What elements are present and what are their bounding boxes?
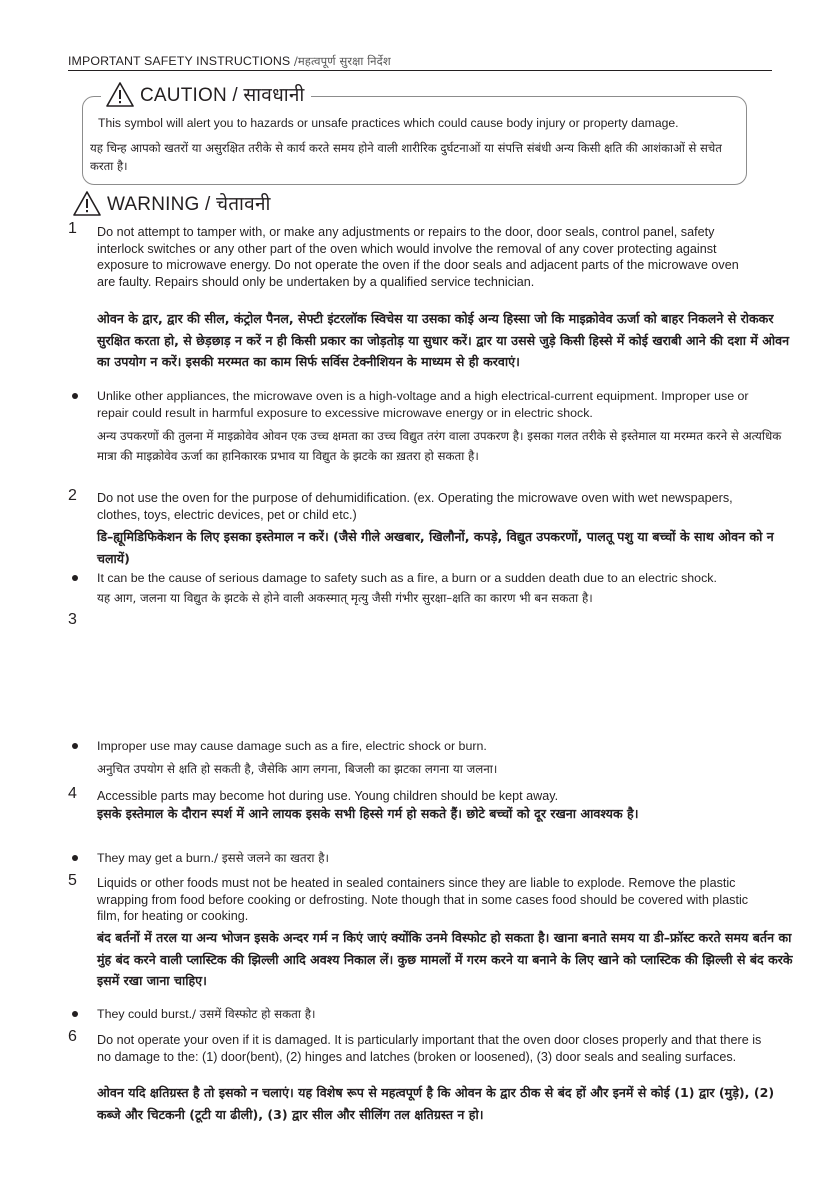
- bullet-icon: [72, 743, 78, 749]
- item-6-text-hi: ओवन यदि क्षतिग्रस्त है तो इसको न चलाएं। यह विशेष रूप से महत्वपूर्ण है कि ओवन के द्वार ठीक से बंद हों और इनमें से कोई (1) द्वार (मुड़े), (2) कब्जे और चिटकनी (टूटी या ढीली), (3) द्वार सील और सीलिंग तल क्षतिग्रस्त न हो।: [97, 1085, 775, 1122]
- header-title-en: IMPORTANT SAFETY INSTRUCTIONS: [68, 54, 291, 68]
- bullet-2-text-en: It can be the cause of serious damage to safety such as a fire, a burn or a sudden death due to an electric shock.: [97, 571, 717, 585]
- item-2-text-hi: डि–ह्यूमिडिफिकेशन के लिए इसका इस्तेमाल न करें। (जैसे गीले अखबार, खिलौनों, कपड़े, विद्युत उपकरणों, पालतू पशु या बच्चों के साथ ओवन को न चलायें): [97, 529, 774, 566]
- header-title: [68, 54, 391, 69]
- caution-title: CAUTION / सावधानी: [140, 85, 305, 106]
- bullet-icon: [72, 575, 78, 581]
- item-5-text-en: Liquids or other foods must not be heated in sealed containers since they are liable to explode. Remove the plastic wrapping from food before cooking or defrosting. Note though that in some cases food should be covered with plastic film, for heating or cooking.: [97, 876, 749, 924]
- item-number: 2: [68, 487, 77, 504]
- item-number: 1: [68, 220, 77, 237]
- item-4-text-hi: इसके इस्तेमाल के दौरान स्पर्श में आने लायक इसके सभी हिस्से गर्म हो सकते हैं। छोटे बच्चों को दूर रखना आवश्यक है।: [97, 806, 639, 821]
- bullet-4-text: [97, 849, 757, 869]
- warning-triangle-icon: [105, 81, 135, 108]
- bullet-1-text-en: Unlike other appliances, the microwave oven is a high-voltage and a high electrical-current equipment. Improper use or repair could result in harmful exposure to excessive microwave energy or in electric shock.: [97, 389, 749, 420]
- warning-heading: [72, 187, 271, 219]
- item-4-text-en: Accessible parts may become hot during use. Young children should be kept away.: [97, 789, 559, 803]
- item-1-text-en: Do not attempt to tamper with, or make any adjustments or repairs to the door, door seals, control panel, safety interlock switches or any other part of the oven which would involve the removal of any cover protecting against exposure to microwave energy. Do not operate the oven if the door seals and adjacent parts of the microwave oven are faulty. Repairs should only be undertaken by a qualified service technician.: [97, 225, 739, 289]
- item-number: 4: [68, 785, 77, 802]
- bullet-3-text-hi: अनुचित उपयोग से क्षति हो सकती है, जैसेकि आग लगना, बिजली का झटका लगना या जलना।: [97, 762, 498, 776]
- caution-text-hi: यह चिन्ह आपको खतरों या असुरक्षित तरीके से कार्य करते समय होने वाली शारीरिक दुर्घटनाओं या संपत्ति संबंधी अन्य किसी क्षति की आशंकाओं से सचेत करता है।: [90, 141, 722, 173]
- bullet-2-text-hi: यह आग, जलना या विद्युत के झटके से होने वाली अकस्मात् मृत्यु जैसी गंभीर सुरक्षा–क्षति का कारण भी बन सकता है।: [97, 591, 593, 605]
- item-5-text-hi: बंद बर्तनों में तरल या अन्य भोजन इसके अन्दर गर्म न किएं जाएं क्योंकि उनमे विस्फोट हो सकता है। खाना बनाते समय या डी–फ्रॉस्ट करते समय बर्तन का मुंह बंद करने वाली प्लास्टिक की झिल्ली आदि अवश्य निकाल लें। कुछ मामलों में गरम करने या बनाने के लिए खाने को प्लास्टिक की झिल्ली से बंद करके इसमें रखा जाना चाहिए।: [97, 930, 793, 989]
- bullet-5-text-hi: / उसमें विस्फोट हो सकता है।: [192, 1007, 316, 1021]
- item-number: 5: [68, 872, 77, 889]
- warning-title: WARNING / चेतावनी: [107, 194, 271, 215]
- warning-triangle-icon: [72, 190, 102, 217]
- caution-heading: [101, 78, 311, 110]
- bullet-icon: [72, 855, 78, 861]
- bullet-icon: [72, 393, 78, 399]
- bullet-4-text-en: They may get a burn.: [97, 851, 215, 865]
- page-header: [68, 52, 772, 71]
- item-1-text-hi: ओवन के द्वार, द्वार की सील, कंट्रोल पैनल, सेफ्टी इंटरलॉक स्विचेस या उसका कोई अन्य हिस्सा जो कि माइक्रोवेव ऊर्जा को बाहर निकलने से रोककर सुरक्षित करता हो, से छेड़छाड़ न करें न ही किसी प्रकार का जोड़तोड़ या सुधार करें। द्वार या उससे जुड़े किसी हिस्से में कोई खराबी आने की दशा में ओवन का उपयोग न करें। इसकी मरम्मत का काम सिर्फ सर्विस टेक्नीशियन के माध्यम से ही करवाएं।: [97, 311, 790, 370]
- item-number: 3: [68, 611, 77, 628]
- bullet-5-text: [97, 1005, 757, 1025]
- item-6-text-en: Do not operate your oven if it is damaged. It is particularly important that the oven door closes properly and that there is no damage to the: (1) door(bent), (2) hinges and latches (broken or loosened), (3) door seals and sealing surfaces.: [97, 1033, 762, 1064]
- bullet-3-text-en: Improper use may cause damage such as a fire, electric shock or burn.: [97, 739, 487, 753]
- header-title-hi: /महत्वपूर्ण सुरक्षा निर्देश: [293, 54, 391, 68]
- bullet-5-text-en: They could burst.: [97, 1007, 193, 1021]
- item-2-text-en: Do not use the oven for the purpose of dehumidification. (ex. Operating the microwave oven with wet newspapers, clothes, toys, electric devices, pet or child etc.): [97, 491, 733, 522]
- caution-text-en: This symbol will alert you to hazards or unsafe practices which could cause body injury or property damage.: [98, 116, 679, 130]
- item-number: 6: [68, 1028, 77, 1045]
- bullet-1-text-hi: अन्य उपकरणों की तुलना में माइक्रोवेव ओवन एक उच्च क्षमता का उच्च विद्युत तरंग वाला उपकरण है। इसका गलत तरीके से इस्तेमाल या मरम्मत करने से अत्यधिक मात्रा की माइक्रोवेव ऊर्जा का हानिकारक प्रभाव या विद्युत के झटके का ख़तरा हो सकता है।: [97, 429, 782, 463]
- bullet-icon: [72, 1011, 78, 1017]
- bullet-4-text-hi: / इससे जलने का खतरा है।: [214, 851, 329, 865]
